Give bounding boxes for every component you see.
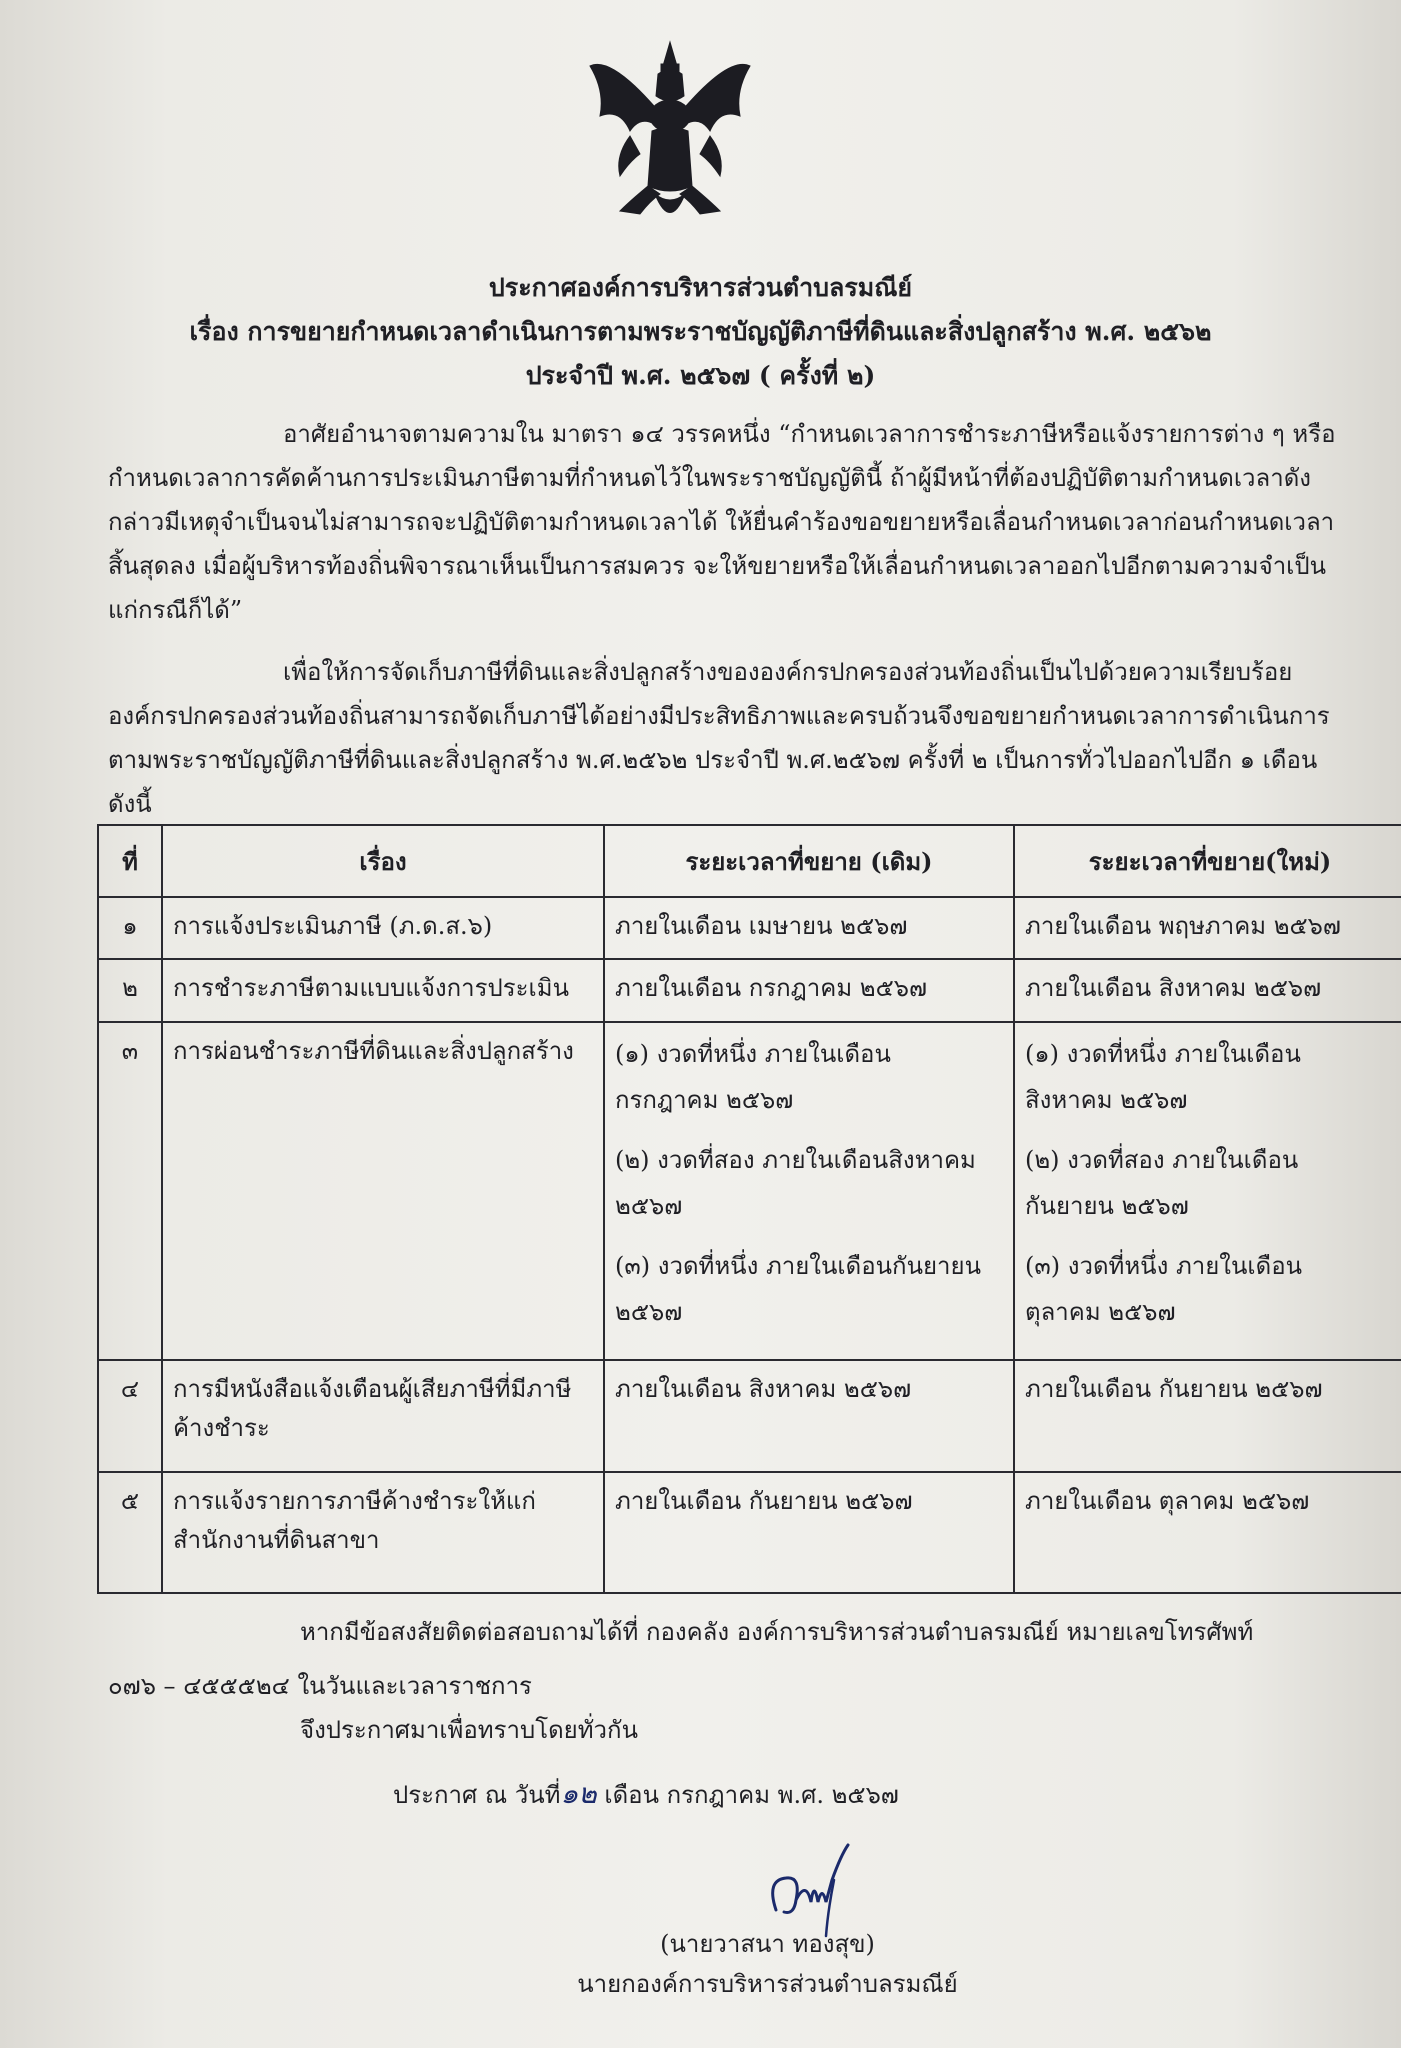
installment-line: สิงหาคม ๒๕๖๗ bbox=[1025, 1085, 1188, 1114]
announcement-date bbox=[393, 1772, 899, 1816]
announcement-title: ประกาศองค์การบริหารส่วนตำบลรมณีย์ bbox=[488, 273, 913, 302]
row-old-period: ภายในเดือน กรกฎาคม ๒๕๖๗ bbox=[604, 959, 1014, 1021]
installment-line: กรกฎาคม ๒๕๖๗ bbox=[615, 1085, 794, 1114]
installment-line: ๒๕๖๗ bbox=[615, 1297, 683, 1326]
row-number: ๒ bbox=[98, 959, 162, 1021]
closing-statement: จึงประกาศมาเพื่อทราบโดยทั่วกัน bbox=[300, 1716, 638, 1744]
row-subject: การแจ้งรายการภาษีค้างชำระให้แก่สำนักงานที่ดินสาขา bbox=[162, 1472, 604, 1593]
announcement-subject: เรื่อง การขยายกำหนดเวลาดำเนินการตามพระราชบัญญัติภาษีที่ดินและสิ่งปลูกสร้าง พ.ศ. ๒๕๖๒ bbox=[189, 317, 1212, 346]
installment-line: (๑) งวดที่หนึ่ง ภายในเดือน bbox=[1025, 1039, 1301, 1068]
row-subject: การแจ้งประเมินภาษี (ภ.ด.ส.๖) bbox=[162, 897, 604, 959]
row-new-period: ภายในเดือน สิงหาคม ๒๕๖๗ bbox=[1014, 959, 1401, 1021]
row-old-period: ภายในเดือน กันยายน ๒๕๖๗ bbox=[604, 1472, 1014, 1593]
column-header-no: ที่ bbox=[98, 825, 162, 897]
installment-line: ๒๕๖๗ bbox=[615, 1191, 683, 1220]
installment-line: กันยายน ๒๕๖๗ bbox=[1025, 1191, 1189, 1220]
table-row bbox=[98, 1022, 1401, 1361]
column-header-old-period: ระยะเวลาที่ขยาย (เดิม) bbox=[604, 825, 1014, 897]
date-month-year: เดือน กรกฎาคม พ.ศ. ๒๕๖๗ bbox=[604, 1781, 899, 1809]
paragraph-extension: เพื่อให้การจัดเก็บภาษีที่ดินและสิ่งปลูกสร้างขององค์กรปกครองส่วนท้องถิ่นเป็นไปด้วยความเรียบร้อย องค์กรปกครองส่วนท้องถิ่นสามารถจัดเก็บภาษีได้อย่างมีประสิทธิภาพและครบถ้วนจึงขอขยายกำหนดเวลาการดำเนินการตามพระราชบัญญัติภาษีที่ดินและสิ่งปลูกสร้าง พ.ศ.๒๕๖๒ ประจำปี พ.ศ.๒๕๖๗ ครั้งที่ ๒ เป็นการทั่วไปออกไปอีก ๑ เดือน ดังนี้ bbox=[108, 658, 1330, 818]
garuda-emblem-icon bbox=[570, 36, 770, 236]
row-new-period bbox=[1014, 1022, 1401, 1361]
installment-line: (๒) งวดที่สอง ภายในเดือน bbox=[1025, 1145, 1299, 1174]
paragraph-legal-basis: อาศัยอำนาจตามความใน มาตรา ๑๔ วรรคหนึ่ง “กำหนดเวลาการชำระภาษีหรือแจ้งรายการต่าง ๆ หรือกำหนดเวลาการคัดค้านการประเมินภาษีตามที่กำหนดไว้ในพระราชบัญญัตินี้ ถ้าผู้มีหน้าที่ต้องปฏิบัติตามกำหนดเวลาดังกล่าวมีเหตุจำเป็นจนไม่สามารถจะปฏิบัติตามกำหนดเวลาได้ ให้ยื่นคำร้องขอขยายหรือเลื่อนกำหนดเวลาก่อนกำหนดเวลาสิ้นสุดลง เมื่อผู้บริหารท้องถิ่นพิจารณาเห็นเป็นการสมควร จะให้ขยายหรือให้เลื่อนกำหนดเวลาออกไปอีกตามความจำเป็นแก่กรณีก็ได้” bbox=[108, 420, 1336, 624]
installment-line: (๓) งวดที่หนึ่ง ภายในเดือนกันยายน bbox=[615, 1251, 981, 1280]
table-row bbox=[98, 1472, 1401, 1593]
row-new-period: ภายในเดือน ตุลาคม ๒๕๖๗ bbox=[1014, 1472, 1401, 1593]
row-number: ๓ bbox=[98, 1022, 162, 1361]
row-number: ๕ bbox=[98, 1472, 162, 1593]
table-row bbox=[98, 897, 1401, 959]
date-prefix: ประกาศ ณ วันที่ bbox=[393, 1781, 561, 1809]
row-old-period: ภายในเดือน เมษายน ๒๕๖๗ bbox=[604, 897, 1014, 959]
table-row bbox=[98, 1360, 1401, 1472]
row-number: ๑ bbox=[98, 897, 162, 959]
row-old-period bbox=[604, 1022, 1014, 1361]
installment-line: (๑) งวดที่หนึ่ง ภายในเดือน bbox=[615, 1039, 891, 1068]
installment-line: (๓) งวดที่หนึ่ง ภายในเดือน bbox=[1025, 1251, 1303, 1280]
table-row bbox=[98, 959, 1401, 1021]
row-number: ๔ bbox=[98, 1360, 162, 1472]
contact-info bbox=[108, 1605, 1348, 1713]
row-subject: การมีหนังสือแจ้งเตือนผู้เสียภาษีที่มีภาษีค้างชำระ bbox=[162, 1360, 604, 1472]
row-old-period: ภายในเดือน สิงหาคม ๒๕๖๗ bbox=[604, 1360, 1014, 1472]
signatory-name: (นายวาสนา ทองสุข) bbox=[660, 1930, 875, 1958]
extension-table bbox=[97, 824, 1401, 1594]
table-header-row bbox=[98, 825, 1401, 897]
column-header-new-period: ระยะเวลาที่ขยาย(ใหม่) bbox=[1014, 825, 1401, 897]
row-new-period: ภายในเดือน พฤษภาคม ๒๕๖๗ bbox=[1014, 897, 1401, 959]
row-subject: การชำระภาษีตามแบบแจ้งการประเมิน bbox=[162, 959, 604, 1021]
installment-line: (๒) งวดที่สอง ภายในเดือนสิงหาคม bbox=[615, 1145, 976, 1174]
installment-line: ตุลาคม ๒๕๖๗ bbox=[1025, 1297, 1176, 1326]
row-subject: การผ่อนชำระภาษีที่ดินและสิ่งปลูกสร้าง bbox=[162, 1022, 604, 1361]
row-new-period: ภายในเดือน กันยายน ๒๕๖๗ bbox=[1014, 1360, 1401, 1472]
contact-line: หากมีข้อสงสัยติดต่อสอบถามได้ที่ กองคลัง องค์การบริหารส่วนตำบลรมณีย์ หมายเลขโทรศัพท์ bbox=[300, 1618, 1254, 1646]
signatory-title: นายกองค์การบริหารส่วนตำบลรมณีย์ bbox=[577, 1970, 958, 1998]
column-header-subject: เรื่อง bbox=[162, 825, 604, 897]
announcement-year: ประจำปี พ.ศ. ๒๕๖๗ ( ครั้งที่ ๒) bbox=[525, 361, 876, 390]
contact-phone: ๐๗๖ – ๔๕๕๕๒๔ ในวันและเวลาราชการ bbox=[108, 1672, 532, 1700]
date-day: ๑๒ bbox=[560, 1777, 597, 1810]
